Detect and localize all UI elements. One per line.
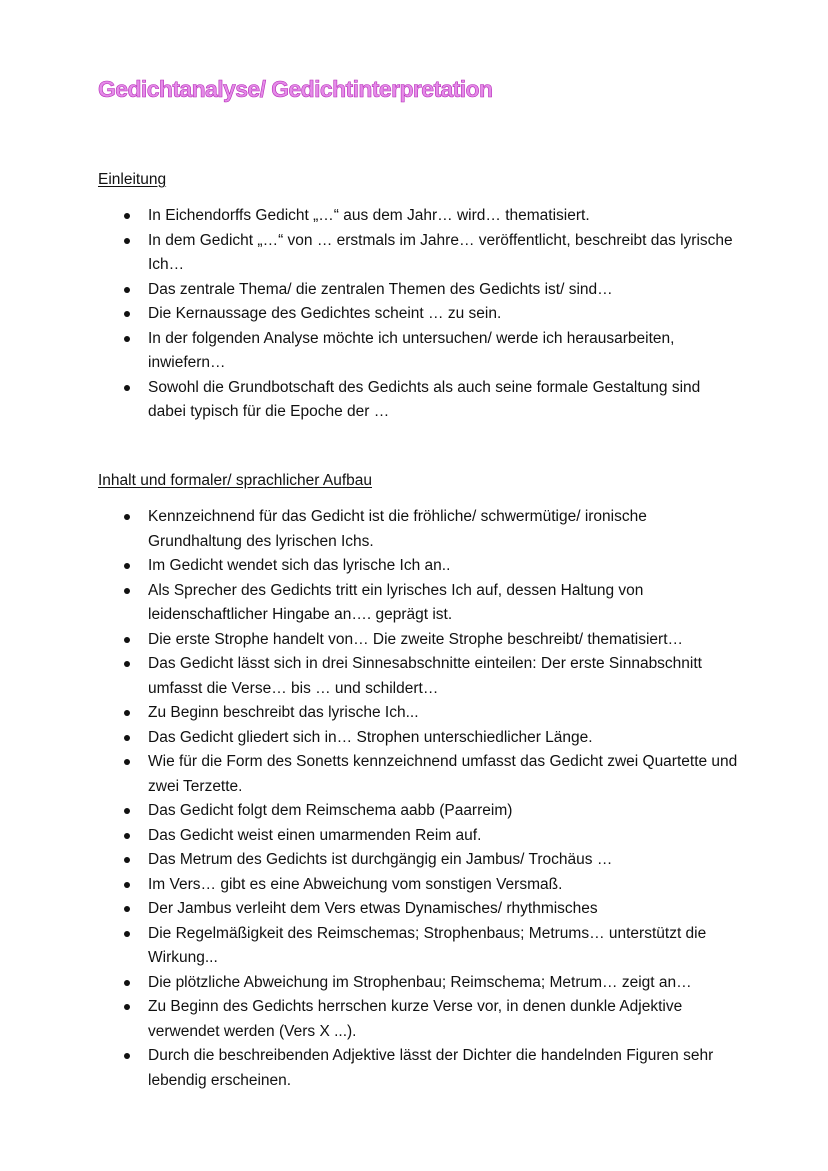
list-item: Das Gedicht weist einen umarmenden Reim auf. bbox=[148, 824, 738, 849]
list-item: In Eichendorffs Gedicht „…“ aus dem Jahr… wird… thematisiert. bbox=[148, 204, 738, 229]
list-item: Das zentrale Thema/ die zentralen Themen des Gedichts ist/ sind… bbox=[148, 278, 738, 303]
section-heading-einleitung: Einleitung bbox=[98, 171, 167, 188]
list-item: Die erste Strophe handelt von… Die zweite Strophe beschreibt/ thematisiert… bbox=[148, 628, 738, 653]
list-item: Kennzeichnend für das Gedicht ist die fröhliche/ schwermütige/ ironische Grundhaltung des lyrischen Ichs. bbox=[148, 505, 738, 554]
bullet-list-inhalt bbox=[148, 505, 738, 1093]
list-item: Die Regelmäßigkeit des Reimschemas; Strophenbaus; Metrums… unterstützt die Wirkung... bbox=[148, 922, 738, 971]
page-title: Gedichtanalyse/ Gedichtinterpretation bbox=[98, 76, 493, 102]
bullet-list-einleitung bbox=[148, 204, 738, 425]
list-item: Als Sprecher des Gedichts tritt ein lyrisches Ich auf, dessen Haltung von leidenschaftlicher Hingabe an…. geprägt ist. bbox=[148, 579, 738, 628]
list-item: Im Vers… gibt es eine Abweichung vom sonstigen Versmaß. bbox=[148, 873, 738, 898]
list-item: Wie für die Form des Sonetts kennzeichnend umfasst das Gedicht zwei Quartette und zwei Terzette. bbox=[148, 750, 738, 799]
list-item: Das Gedicht lässt sich in drei Sinnesabschnitte einteilen: Der erste Sinnabschnitt umfasst die Verse… bis … und schildert… bbox=[148, 652, 738, 701]
list-item: Das Gedicht folgt dem Reimschema aabb (Paarreim) bbox=[148, 799, 738, 824]
list-item: Im Gedicht wendet sich das lyrische Ich an.. bbox=[148, 554, 738, 579]
list-item: In dem Gedicht „…“ von … erstmals im Jahre… veröffentlicht, beschreibt das lyrische Ich… bbox=[148, 229, 738, 278]
section-heading-inhalt: Inhalt und formaler/ sprachlicher Aufbau bbox=[98, 472, 372, 489]
list-item: Das Gedicht gliedert sich in… Strophen unterschiedlicher Länge. bbox=[148, 726, 738, 751]
list-item: Zu Beginn beschreibt das lyrische Ich... bbox=[148, 701, 738, 726]
list-item: Der Jambus verleiht dem Vers etwas Dynamisches/ rhythmisches bbox=[148, 897, 738, 922]
list-item: Sowohl die Grundbotschaft des Gedichts als auch seine formale Gestaltung sind dabei typisch für die Epoche der … bbox=[148, 376, 738, 425]
list-item: Durch die beschreibenden Adjektive lässt der Dichter die handelnden Figuren sehr lebendig erscheinen. bbox=[148, 1044, 738, 1093]
list-item: Zu Beginn des Gedichts herrschen kurze Verse vor, in denen dunkle Adjektive verwendet werden (Vers X ...). bbox=[148, 995, 738, 1044]
list-item: Das Metrum des Gedichts ist durchgängig ein Jambus/ Trochäus … bbox=[148, 848, 738, 873]
list-item: In der folgenden Analyse möchte ich untersuchen/ werde ich herausarbeiten, inwiefern… bbox=[148, 327, 738, 376]
list-item: Die plötzliche Abweichung im Strophenbau; Reimschema; Metrum… zeigt an… bbox=[148, 971, 738, 996]
list-item: Die Kernaussage des Gedichtes scheint … zu sein. bbox=[148, 302, 738, 327]
